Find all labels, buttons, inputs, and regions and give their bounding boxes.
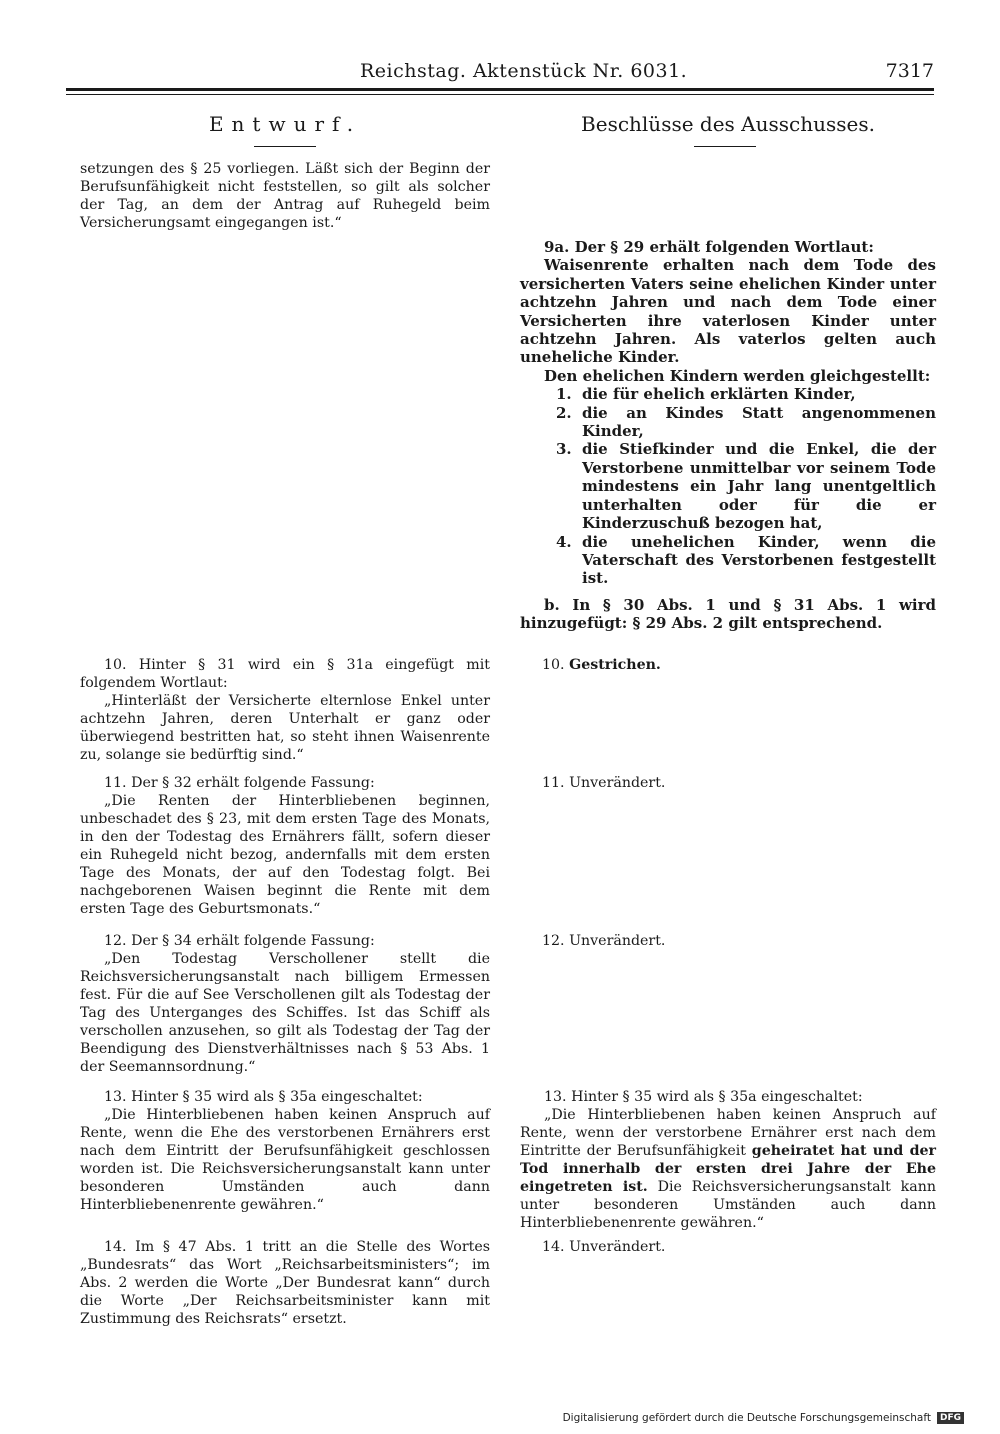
right-section-12: 12. Unverändert. (542, 933, 666, 949)
left-title-rule (254, 146, 316, 147)
right-section-14: 14. Unverändert. (542, 1239, 666, 1255)
section-13-body: „Die Hinterbliebenen haben keinen Anspruch auf Rente, wenn die Ehe des verstorbenen Ernährers erst nach dem Eintritt der Berufsunfähigkeit geschlossen worden ist. Die Reichsversicherungsanstalt kann unter besonderen Umständen auch dann Hinterbliebenenrente gewähren.“ (80, 1107, 490, 1213)
list-item: 3. die Stiefkinder und die Enkel, die der Verstorbene unmittelbar vor seinem Tode mindestens ein Jahr lang unentgeltlich unterhalten oder für die er Kinderzuschuß bezogen hat, (556, 440, 936, 533)
section-10-heading: 10. Hinter § 31 wird ein § 31a eingefügt mit folgendem Wortlaut: (80, 657, 490, 691)
left-section-12 (80, 932, 490, 1076)
section-13-heading-right: 13. Hinter § 35 wird als § 35a eingeschaltet: (544, 1089, 863, 1105)
page-number: 7317 (885, 60, 934, 82)
running-title: Reichstag. Aktenstück Nr. 6031. (360, 60, 688, 82)
header-rule-thick (66, 88, 934, 91)
footer-text: Digitalisierung gefördert durch die Deutsche Forschungsgemeinschaft (562, 1412, 931, 1424)
right-section-13 (520, 1088, 936, 1232)
list-item: 1. die für ehelich erklärten Kinder, (556, 385, 856, 404)
section-12-body: „Den Todestag Verschollener stellt die Reichsversicherungsanstalt nach billigem Ermessen fest. Für die auf See Verschollenen gilt als Todestag der Tag des Unterganges des Schiffes. Ist das Schiff als verschollen anzusehen, so gilt als Todestag der Tag der Beendigung des Dienstverhältnisses nach § 53 Abs. 1 der Seemannsordnung.“ (80, 951, 490, 1075)
section-9b: b. In § 30 Abs. 1 und § 31 Abs. 1 wird hinzugefügt: § 29 Abs. 2 gilt entsprechend. (520, 595, 936, 633)
section-13-heading: 13. Hinter § 35 wird als § 35a eingeschaltet: (104, 1089, 423, 1105)
list-item: 2. die an Kindes Statt angenommenen Kinder, (556, 403, 936, 441)
section-12-heading: 12. Der § 34 erhält folgende Fassung: (104, 933, 375, 949)
right-title-rule (694, 146, 756, 147)
section-9a-body: Waisenrente erhalten nach dem Tode des versicherten Vaters seine ehelichen Kinder unter achtzehn Jahren und nach dem Tode einer Versicherten ihre vaterlosen Kinder unter achtzehn Jahren. Als vaterlos gelten auch uneheliche Kinder. (520, 256, 936, 367)
section-9a-heading: 9a. Der § 29 erhält folgenden Wortlaut: (544, 238, 874, 256)
equal-children-list (556, 385, 936, 587)
right-column-title: Beschlüsse des Ausschusses. (581, 112, 875, 136)
section-13-body-right: „Die Hinterbliebenen haben keinen Anspruch auf Rente, wenn der verstorbene Ernährer erst nach dem Eintritte der Berufsunfähigkeit geheiratet hat und der Tod innerhalb der ersten drei Jahre der Ehe eingetreten ist. Die Reichsversicherungsanstalt kann unter besonderen Umständen auch dann Hinterbliebenenrente gewähren.“ (520, 1107, 937, 1231)
section-11-body: „Die Renten der Hinterbliebenen beginnen, unbeschadet des § 23, mit dem ersten Tage des Monats, in den der Todestag des Ernährers fällt, sofern dieser ein Ruhegeld nicht bezog, andernfalls mit dem ersten Tage des Monats, der auf den Todestag folgt. Bei nachgeborenen Waisen beginnt die Rente mit dem ersten Tage des Geburtsmonats.“ (80, 793, 490, 917)
left-section-13 (80, 1088, 490, 1214)
header-rule-thin (66, 94, 934, 95)
left-section-14: 14. Im § 47 Abs. 1 tritt an die Stelle des Wortes „Bundesrats“ das Wort „Reichsarbeitsministers“; im Abs. 2 werden die Worte „Der Bundesrat kann“ durch die Worte „Der Reichsarbeitsminister kann mit Zustimmung des Reichsrats“ ersetzt. (80, 1239, 490, 1327)
digitization-footer (563, 1412, 964, 1424)
section-10-body: „Hinterläßt der Versicherte elternlose Enkel unter achtzehn Jahren, deren Unterhalt er ganz oder überwiegend bestritten hat, so steht ihnen Waisenrente zu, solange sie bedürftig sind.“ (80, 693, 490, 763)
dfg-logo: DFG (937, 1412, 964, 1424)
left-section-11 (80, 774, 490, 918)
section-11-heading: 11. Der § 32 erhält folgende Fassung: (104, 775, 375, 791)
right-section-11: 11. Unverändert. (542, 775, 666, 791)
left-intro: setzungen des § 25 vorliegen. Läßt sich der Beginn der Berufsunfähigkeit nicht feststellen, so gilt als solcher der Tag, an dem der Antrag auf Ruhegeld beim Versicherungsamt eingegangen ist.“ (80, 161, 490, 231)
section-9a-equal: Den ehelichen Kindern werden gleichgestellt: (544, 366, 931, 385)
left-section-10 (80, 656, 490, 764)
left-column-title: Entwurf. (208, 112, 362, 136)
list-item: 4. die unehelichen Kinder, wenn die Vaterschaft des Verstorbenen festgestellt ist. (556, 532, 936, 588)
right-section-9a (520, 238, 936, 633)
right-section-10: 10. Gestrichen. (542, 657, 661, 673)
